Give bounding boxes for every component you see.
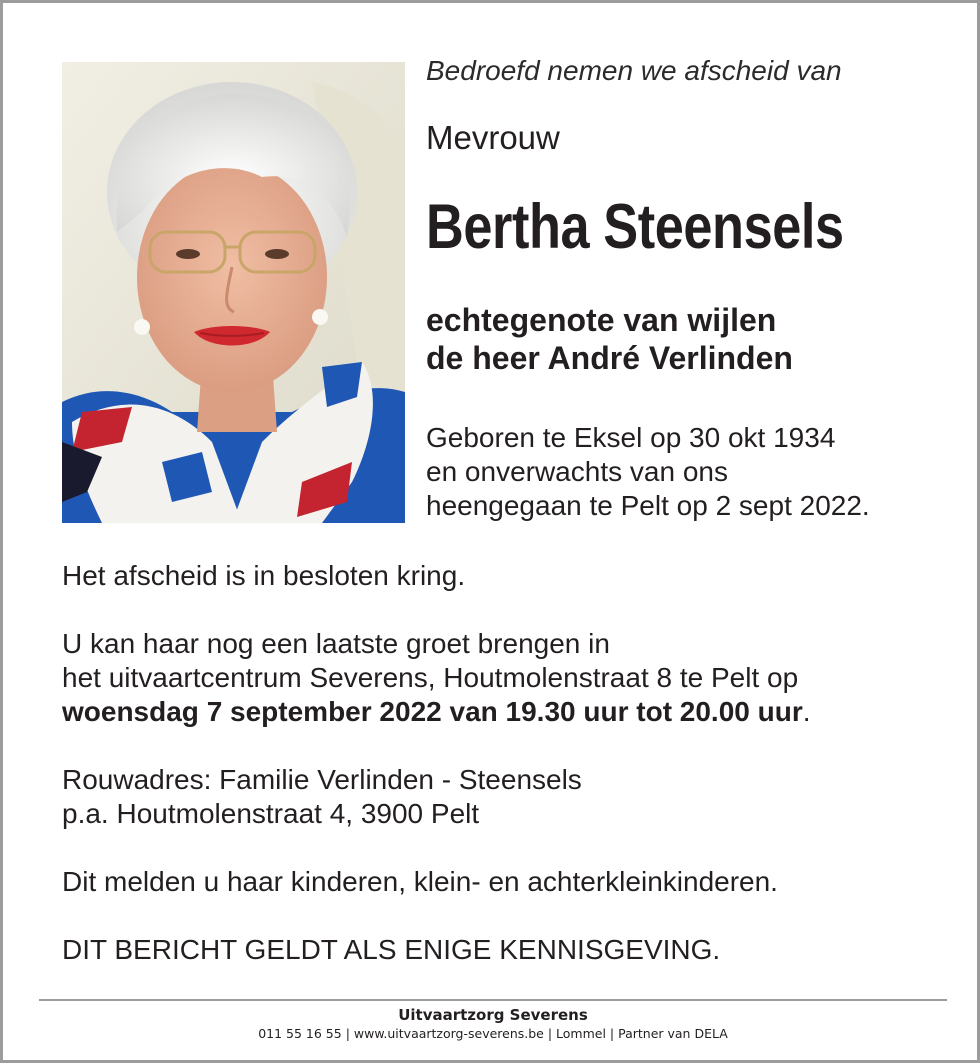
born-line: en onverwachts van ons (426, 456, 728, 487)
spouse-line: de heer André Verlinden (426, 340, 793, 376)
spouse-info (426, 301, 793, 377)
footer-divider (39, 999, 947, 1001)
funeral-contact: 011 55 16 55 | www.uitvaartzorg-severens.be | Lommel | Partner van DELA (258, 1026, 728, 1041)
born-line: Geboren te Eksel op 30 okt 1934 (426, 422, 836, 453)
portrait-icon (62, 62, 405, 523)
intro-text: Bedroefd nemen we afscheid van (426, 55, 842, 86)
honorific: Mevrouw (426, 119, 560, 156)
born-line: heengegaan te Pelt op 2 sept 2022. (426, 490, 870, 521)
address-line: p.a. Houtmolenstraat 4, 3900 Pelt (62, 798, 480, 829)
notice-body (62, 559, 942, 967)
visit-line: het uitvaartcentrum Severens, Houtmolenstraat 8 te Pelt op (62, 662, 799, 693)
birth-death-info (426, 421, 870, 523)
visit-date-line (62, 695, 942, 729)
visit-period: . (802, 696, 811, 727)
official-notice: DIT BERICHT GELDT ALS ENIGE KENNISGEVING. (62, 934, 721, 965)
portrait-photo (62, 62, 405, 523)
funeral-company: Uitvaartzorg Severens (398, 1006, 588, 1024)
farewell-text: Het afscheid is in besloten kring. (62, 560, 466, 591)
spouse-line: echtegenote van wijlen (426, 302, 777, 338)
visit-date: woensdag 7 september 2022 van 19.30 uur tot 20.00 uur (62, 696, 803, 727)
family-text: Dit melden u haar kinderen, klein- en achterkleinkinderen. (62, 866, 778, 897)
visit-line: U kan haar nog een laatste groet brengen in (62, 628, 610, 659)
deceased-name: Bertha Steensels (426, 192, 844, 262)
address-line: Rouwadres: Familie Verlinden - Steensels (62, 764, 582, 795)
footer (3, 1005, 980, 1043)
